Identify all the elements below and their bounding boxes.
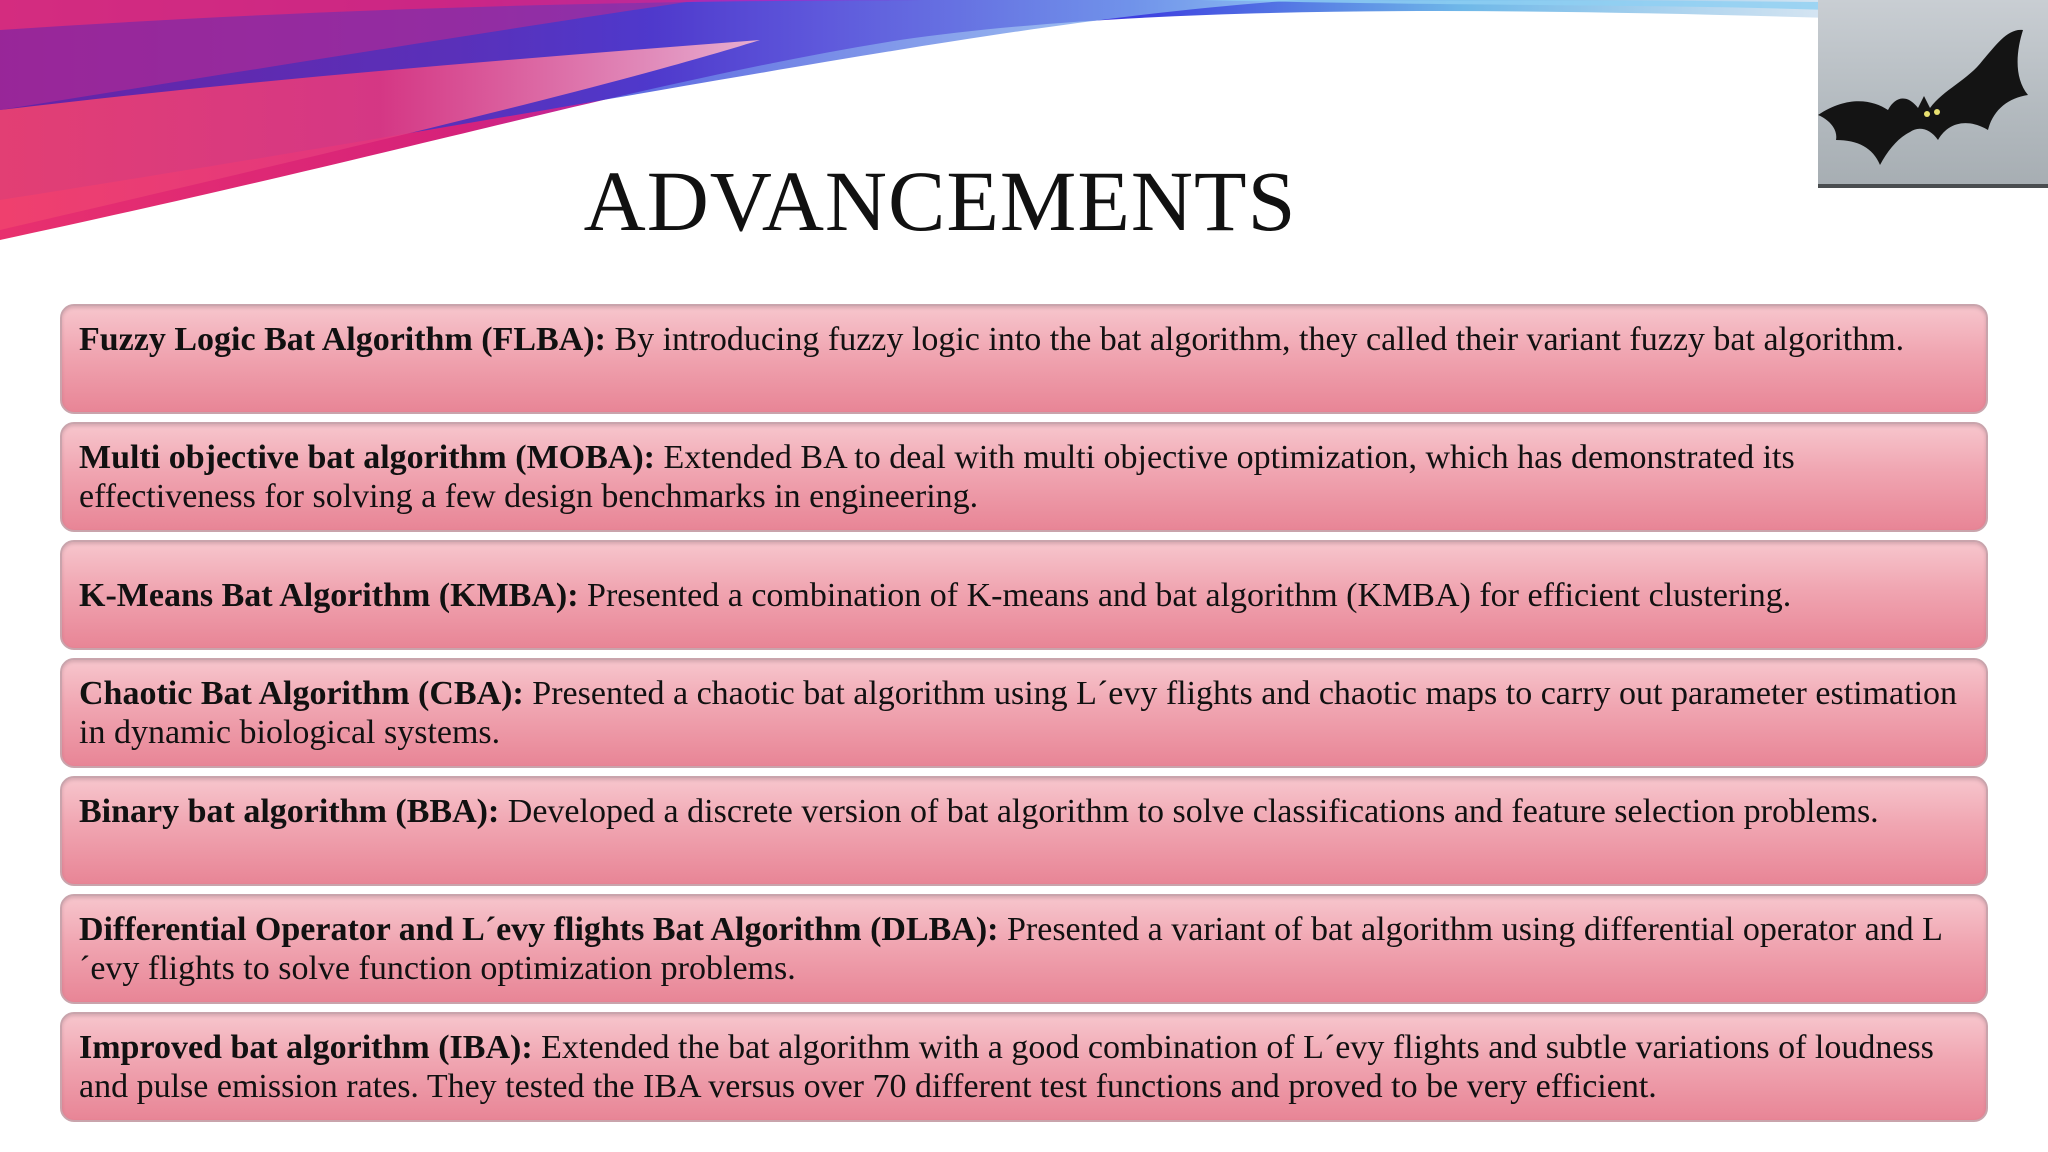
item-label: Multi objective bat algorithm (MOBA):	[79, 439, 655, 476]
item-label: Improved bat algorithm (IBA):	[79, 1029, 533, 1066]
list-item-bba	[60, 776, 1988, 886]
item-label: Binary bat algorithm (BBA):	[79, 793, 500, 830]
list-item-text	[79, 438, 1970, 516]
list-item-kmba	[60, 540, 1988, 650]
item-label: Fuzzy Logic Bat Algorithm (FLBA):	[79, 321, 606, 358]
bat-silhouette-icon	[1818, 0, 2048, 184]
list-item-text	[79, 576, 1791, 615]
item-label: K-Means Bat Algorithm (KMBA):	[79, 576, 579, 614]
list-item-text	[79, 1028, 1970, 1106]
list-item-text	[79, 674, 1970, 752]
item-description: Presented a variant of bat algorithm using differential operator and L´evy flights to solve function optimization problems.	[79, 911, 1943, 987]
item-description: Presented a chaotic bat algorithm using L´evy flights and chaotic maps to carry out parameter estimation in dynamic biological systems.	[79, 675, 1958, 751]
item-description: Extended BA to deal with multi objective optimization, which has demonstrated its effectiveness for solving a few design benchmarks in engineering.	[79, 439, 1795, 515]
item-label: Chaotic Bat Algorithm (CBA):	[79, 675, 524, 712]
list-item-text	[79, 910, 1970, 988]
list-item-flba	[60, 304, 1988, 414]
item-description: Extended the bat algorithm with a good combination of L´evy flights and subtle variations of loudness and pulse emission rates. They tested the IBA versus over 70 different test functions and proved to be very efficient.	[79, 1029, 1934, 1105]
list-item-iba	[60, 1012, 1988, 1122]
list-item-text	[79, 792, 1970, 831]
item-description: Developed a discrete version of bat algorithm to solve classifications and feature selection problems.	[499, 793, 1879, 830]
item-description: Presented a combination of K-means and bat algorithm (KMBA) for efficient clustering.	[578, 576, 1792, 614]
list-item-moba	[60, 422, 1988, 532]
list-item-cba	[60, 658, 1988, 768]
list-item-dlba	[60, 894, 1988, 1004]
item-description: By introducing fuzzy logic into the bat algorithm, they called their variant fuzzy bat algorithm.	[605, 321, 1905, 358]
item-label: Differential Operator and L´evy flights Bat Algorithm (DLBA):	[79, 911, 999, 948]
page-title: ADVANCEMENTS	[583, 153, 1297, 249]
list-item-text	[79, 320, 1970, 359]
